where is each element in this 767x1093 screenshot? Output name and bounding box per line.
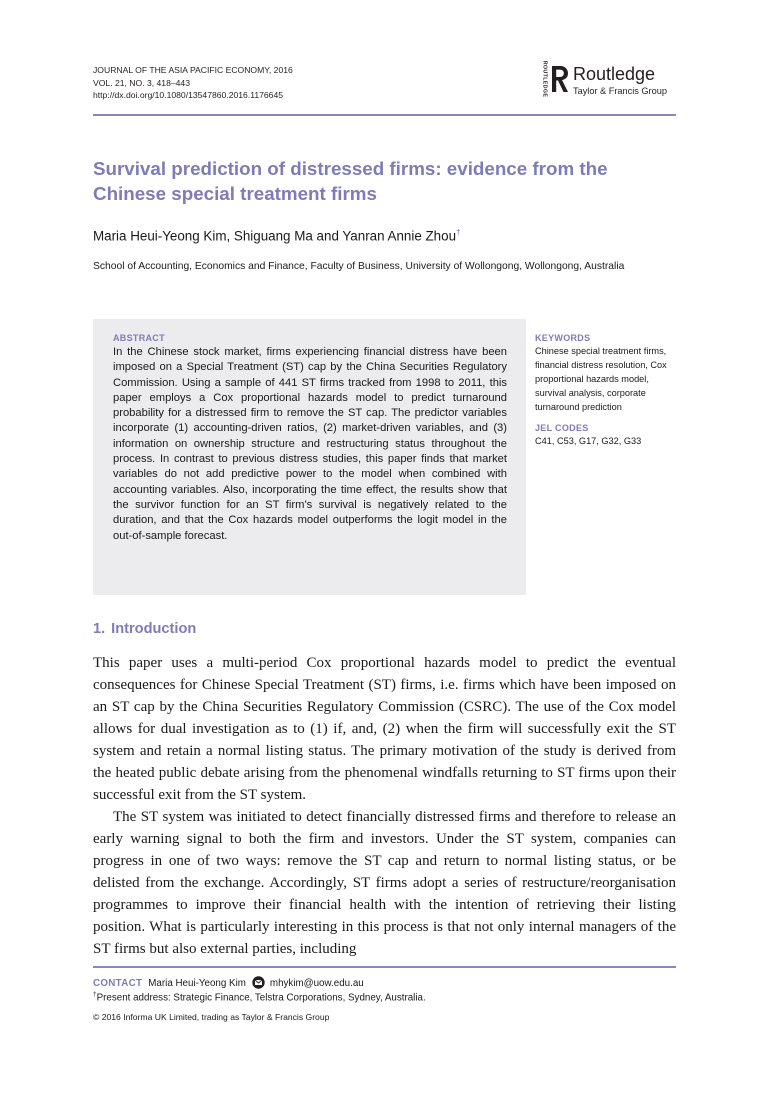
paragraph: The ST system was initiated to detect financially distressed firms and therefore to release an early warning signal to both the firm and investors. Under the ST system, companies can progress in one of two ways: remove the ST cap and return to normal listing status, or be delisted from the exchange. Accordingly, ST firms adopt a series of restructure/reorganisation programmes to improve their financial health with the intention of retrieving their listing position. What is particularly interesting in this process is that not only internal managers of the ST firms but also external parties, including [93, 809, 676, 957]
publisher-logo [536, 60, 676, 100]
jel-codes-label: JEL CODES [535, 423, 589, 433]
email-icon [252, 976, 265, 989]
page-header [93, 60, 676, 112]
abstract-box [93, 319, 526, 595]
journal-volume: VOL. 21, NO. 3, 418–443 [93, 77, 190, 88]
present-address-mark: † [93, 991, 97, 998]
keywords-text: Chinese special treatment firms, financial distress resolution, Cox proportional hazards model, survival analysis, corporate turnaround prediction [535, 346, 667, 412]
paragraph: This paper uses a multi-period Cox proportional hazards model to predict the eventual consequences for Chinese Special Treatment (ST) firms, i.e. firms which have been imposed on an ST cap by the China Securities Regulatory Commission (CSRC). The use of the Cox model allows for dual investigation as to (1) if, and, (2) when the firm will successfully exit the ST system and retain a normal listing status. The primary motivation of the study is derived from the heated public debate arising from the phenomenal windfalls returning to ST firms upon their successful exit from the ST system. [93, 655, 676, 803]
contact-email-link[interactable]: mhykim@uow.edu.au [269, 978, 364, 989]
contact-line [93, 976, 364, 989]
doi-link[interactable]: http://dx.doi.org/10.1080/13547860.2016.1176645 [93, 90, 284, 100]
abstract-text: In the Chinese stock market, firms experiencing financial distress have been imposed on a Special Treatment (ST) cap by the China Securities Regulatory Commission. Using a sample of 441 ST firms tracked from 1998 to 2011, this paper employs a Cox proportional hazards model to predict turnaround probability for a distressed firm to remove the ST cap. The predictor variables incorporate (1) accounting-driven ratios, (2) market-driven variables, and (3) information on ownership structure and restructuring status throughout the process. In contrast to previous distress studies, this paper finds that market variables do not add predictive power to the model when combined with accounting variables. Also, incorporating the time effect, the results show that the survivor function for an ST firm’s survival is negatively related to the duration, and that the Cox hazards model outperforms the logit model in the out-of-sample forecast. [113, 346, 507, 542]
keywords-panel [535, 333, 675, 448]
section-heading [93, 621, 196, 637]
present-address-note [93, 991, 426, 1003]
authors-text: Maria Heui-Yeong Kim, Shiguang Ma and Yanran Annie Zhou [93, 228, 457, 244]
jel-codes-text: C41, C53, G17, G32, G33 [535, 436, 642, 446]
section-title: Introduction [111, 621, 197, 637]
contact-label: CONTACT [93, 978, 143, 989]
article-title: Survival prediction of distressed firms: evidence from the Chinese special treatment firms [93, 158, 608, 204]
affiliation: School of Accounting, Economics and Finance, Faculty of Business, University of Wollongong, Wollongong, Australia [93, 261, 625, 272]
keywords-label: KEYWORDS [535, 333, 591, 343]
section-number: 1. [93, 621, 106, 637]
routledge-r-icon [550, 64, 570, 94]
body-text [93, 652, 676, 960]
journal-info [93, 64, 293, 102]
publisher-subtitle: Taylor & Francis Group [573, 86, 667, 96]
journal-title: JOURNAL OF THE ASIA PACIFIC ECONOMY, 2016 [93, 65, 293, 75]
header-divider [93, 114, 676, 116]
copyright-notice: © 2016 Informa UK Limited, trading as Taylor & Francis Group [93, 1012, 330, 1022]
abstract-label: ABSTRACT [113, 333, 165, 343]
publisher-vertical-wordmark: ROUTLEDGE [541, 60, 548, 98]
contact-name: Maria Heui-Yeong Kim [148, 978, 246, 989]
author-list [93, 227, 461, 243]
author-footnote-mark[interactable]: † [456, 227, 461, 237]
footer-divider [93, 966, 676, 968]
present-address-text: Present address: Strategic Finance, Telstra Corporations, Sydney, Australia. [96, 992, 426, 1004]
publisher-name: Routledge [573, 64, 656, 84]
